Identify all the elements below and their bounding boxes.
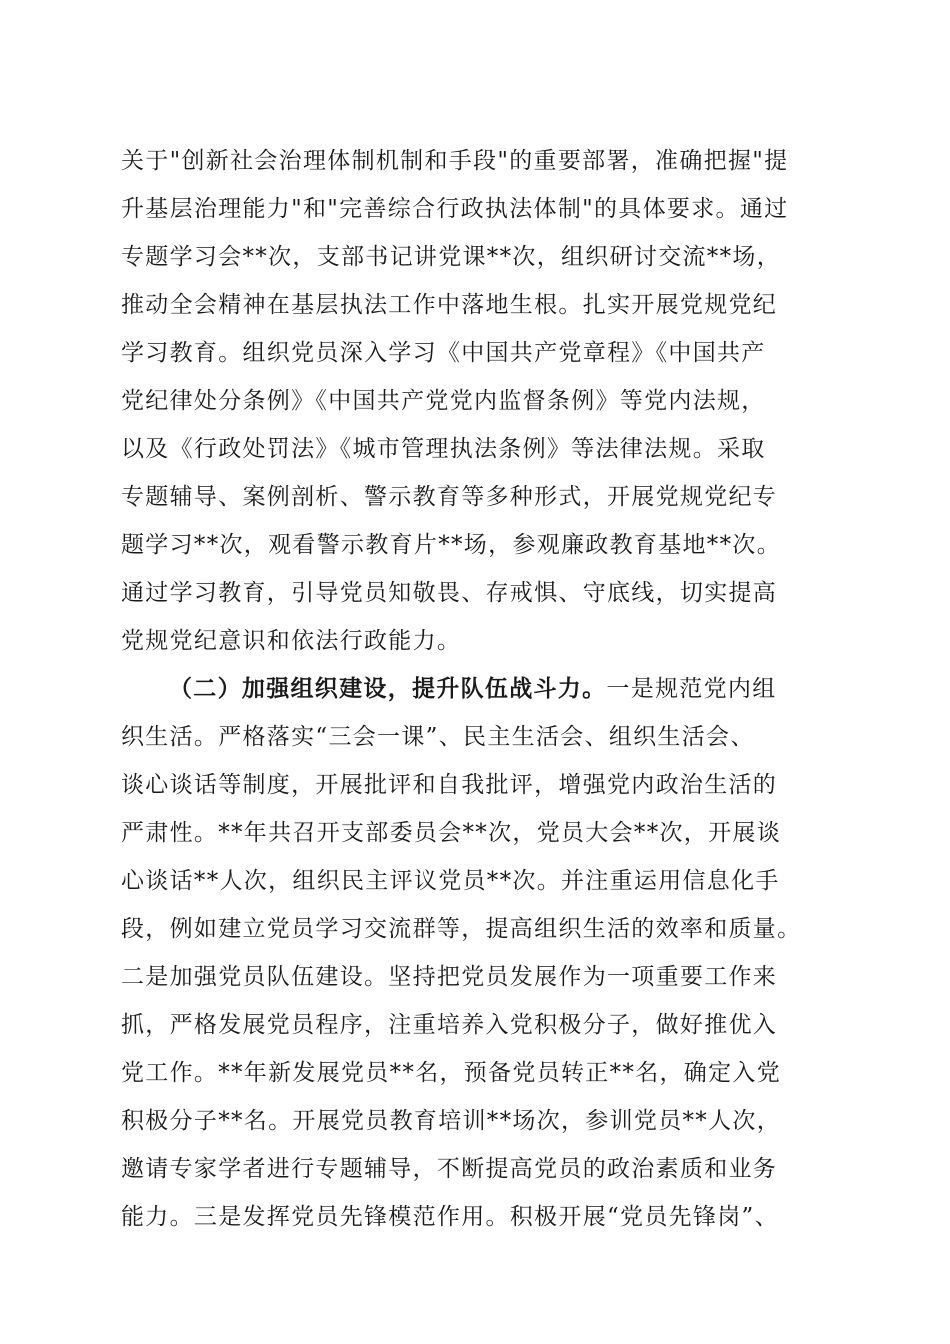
body-line: 题学习**次，观看警示教育片**场，参观廉政教育基地**次。: [121, 532, 781, 558]
body-line: 专题辅导、案例剖析、警示教育等多种形式，开展党规党纪专: [121, 484, 778, 510]
body-line: 党工作。**年新发展党员**名，预备党员转正**名，确定入党: [121, 1060, 781, 1086]
section-2-intro: 一是规范党内组: [606, 676, 777, 702]
body-line: 推动全会精神在基层执法工作中落地生根。扎实开展党规党纪: [121, 292, 778, 318]
body-line: 党纪律处分条例》《中国共产党党内监督条例》等党内法规，: [121, 388, 766, 414]
body-line: 严肃性。**年共召开支部委员会**次，党员大会**次，开展谈: [121, 820, 781, 846]
body-line: 织生活。严格落实“三会一课”、民主生活会、组织生活会、: [121, 724, 755, 750]
body-line: 专题学习会**次，支部书记讲党课**次，组织研讨交流**场，: [121, 244, 781, 270]
body-line: 谈心谈话等制度，开展批评和自我批评，增强党内政治生活的: [121, 772, 778, 798]
body-line: 学习教育。组织党员深入学习《中国共产党章程》《中国共产: [121, 340, 766, 366]
section-2-heading: （二）加强组织建设，提升队伍战斗力。: [169, 675, 607, 702]
body-line: 通过学习教育，引导党员知敬畏、存戒惧、守底线，切实提高: [121, 580, 778, 606]
body-line: 以及《行政处罚法》《城市管理执法条例》等法律法规。采取: [121, 436, 766, 462]
body-line: 抓，严格发展党员程序，注重培养入党积极分子，做好推优入: [121, 1012, 778, 1038]
body-line: 邀请专家学者进行专题辅导，不断提高党员的政治素质和业务: [121, 1156, 778, 1182]
body-line: 积极分子**名。开展党员教育培训**场次，参训党员**人次，: [121, 1108, 781, 1134]
body-line: 二是加强党员队伍建设。坚持把党员发展作为一项重要工作来: [121, 964, 778, 990]
body-line: 党规党纪意识和依法行政能力。: [121, 628, 462, 654]
section-2-first-line: [169, 674, 841, 704]
body-line: 升基层治理能力"和"完善综合行政执法体制"的具体要求。通过: [121, 196, 789, 222]
body-line: 心谈话**人次，组织民主评议党员**次。并注重运用信息化手: [121, 868, 780, 894]
body-line: 关于"创新社会治理体制机制和手段"的重要部署，准确把握"提: [121, 148, 789, 174]
body-line: 段，例如建立党员学习交流群等，提高组织生活的效率和质量。: [121, 916, 802, 942]
body-line: 能力。三是发挥党员先锋模范作用。积极开展“党员先锋岗”、: [121, 1204, 779, 1230]
